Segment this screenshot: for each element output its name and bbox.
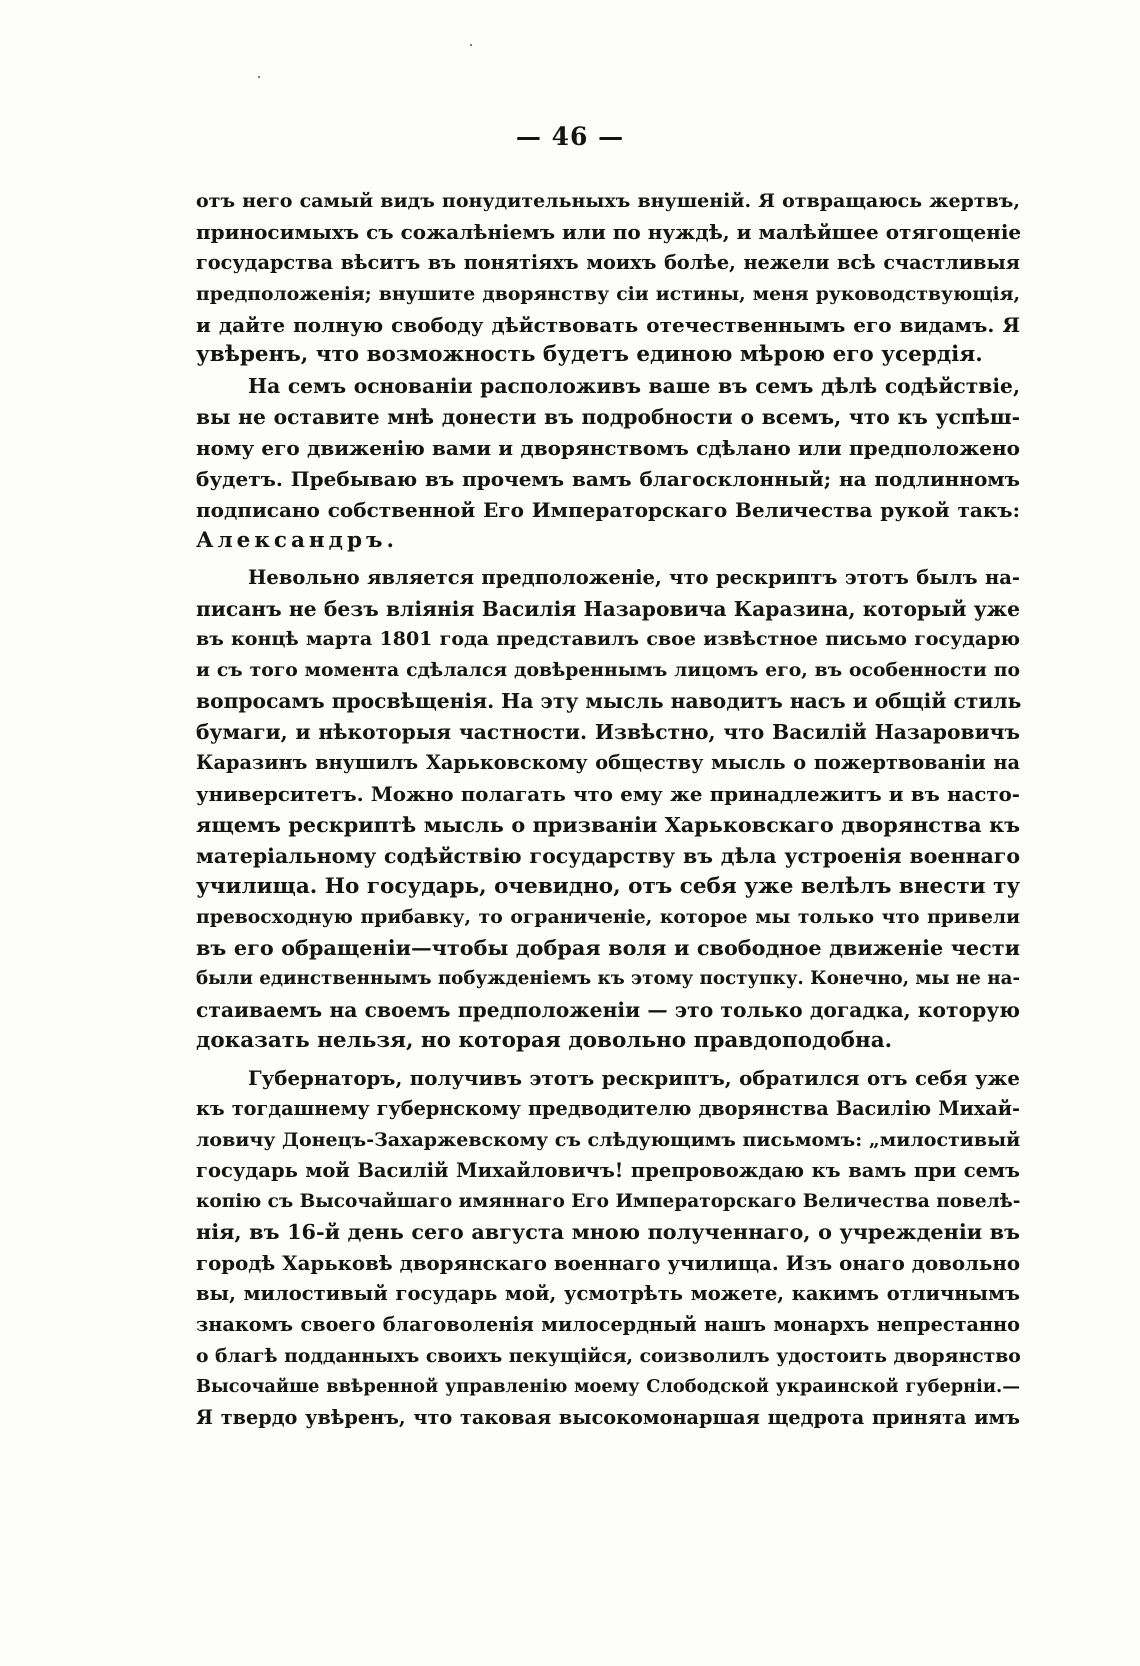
text-line: будетъ. Пребываю въ прочемъ вамъ благосклонный; на подлинномъ [196,467,1020,492]
text-line: были единственнымъ побужденіемъ къ этому поступку. Конечно, мы не на- [196,968,1021,990]
text-line: доказать нельзя, но которая довольно правдоподобна. [196,1028,893,1054]
text-line: подписано собственной Его Императорскаго Величества рукой такъ: [196,497,1020,522]
text-line: и съ того момента сдѣлался довѣреннымъ лицомъ его, въ особенности по [196,659,1020,682]
text-line: На семъ основаніи расположивъ ваше въ семъ дѣлѣ содѣйствіе, [248,374,1020,399]
text-line: копію съ Высочайшаго имяннаго Его Императорскаго Величества повелѣ- [196,1190,1021,1212]
text-line: училища. Но государь, очевидно, отъ себя уже велѣлъ внести ту [196,873,1021,899]
text-line: отъ него самый видъ понудительныхъ внушеній. Я отвращаюсь жертвъ, [196,190,1020,212]
text-line: государь мой Василій Михайловичъ! препровождаю къ вамъ при семъ [196,1158,1020,1182]
text-line: вы, милостивый государь мой, усмотрѣть можете, какимъ отличнымъ [196,1282,1020,1306]
text-line: и дайте полную свободу дѣйствовать отечественнымъ его видамъ. Я [196,312,1020,337]
text-line: вы не оставите мнѣ донести въ подробности о всемъ, что къ успѣш- [196,405,1020,430]
text-line: въ его обращеніи—чтобы добрая воля и свободное движеніе чести [196,936,1020,961]
text-line: превосходную прибавку, то ограниченіе, которое мы только что привели [196,906,1020,929]
text-line: ловичу Донецъ-Захаржевскому съ слѣдующимъ письмомъ: „милостивый [196,1128,1021,1151]
text-line: приносимыхъ съ сожалѣніемъ или по нуждѣ, и малѣйшее отягощеніе [196,219,1022,244]
text-line: Высочайше ввѣренной управленію моему Слободской украинской губерніи.— [196,1375,1020,1397]
text-line: ному его движенію вами и дворянствомъ сдѣлано или предположено [196,436,1020,461]
text-line: матеріальному содѣйствію государству въ дѣла устроенія военнаго [196,843,1020,868]
text-line: городѣ Харьковѣ дворянскаго военнаго училища. Изъ онаго довольно [196,1251,1020,1276]
text-line: знакомъ своего благоволенія милосердный нашъ монархъ непрестанно [196,1313,1020,1337]
text-line: стаиваемъ на своемъ предположеніи — это только догадка, которую [196,998,1020,1023]
text-line: о благѣ подданныхъ своихъ пекущійся, соизволилъ удостоить дворянство [196,1344,1021,1367]
text-line: ящемъ рескриптѣ мысль о призваніи Харьковскаго дворянства къ [196,812,1020,837]
text-line: нія, въ 16-й день сего августа мною полученнаго, о учрежденіи въ [196,1220,1020,1245]
text-line: Губернаторъ, получивъ этотъ рескриптъ, обратился отъ себя уже [248,1065,1020,1090]
paper-speck [470,44,472,46]
signature-line: Александръ. [196,527,398,553]
text-line: Я твердо увѣренъ, что таковая высокомонаршая щедрота принята имъ [196,1405,1020,1429]
text-line: писанъ не безъ вліянія Василія Назаровича Каразина, который уже [196,596,1020,621]
body-text [196,186,1020,1434]
text-line: вопросамъ просвѣщенія. На эту мысль наводитъ насъ и общій стиль [196,689,1022,714]
text-line: въ концѣ марта 1801 года представилъ свое извѣстное письмо государю [196,628,1020,651]
page-number: — 46 — [515,122,625,151]
text-line: бумаги, и нѣкоторыя частности. Извѣстно, что Василій Назаровичъ [196,720,1020,745]
text-line: къ тогдашнему губернскому предводителю дворянства Василію Михай- [196,1096,1020,1120]
paper-speck [258,76,260,78]
text-line: Невольно является предположеніе, что рескриптъ этотъ былъ на- [248,565,1020,589]
text-line: увѣренъ, что возможность будетъ единою мѣрою его усердія. [196,342,983,368]
text-line: предположенія; внушите дворянству сіи истины, меня руководствующія, [196,282,1020,305]
text-line: Каразинъ внушилъ Харьковскому обществу мысль о пожертвованіи на [196,751,1020,775]
text-line: государства вѣситъ въ понятіяхъ моихъ болѣе, нежели всѣ счастливыя [196,250,1020,274]
text-line: университетъ. Можно полагать что ему же принадлежитъ и въ насто- [196,781,1020,806]
